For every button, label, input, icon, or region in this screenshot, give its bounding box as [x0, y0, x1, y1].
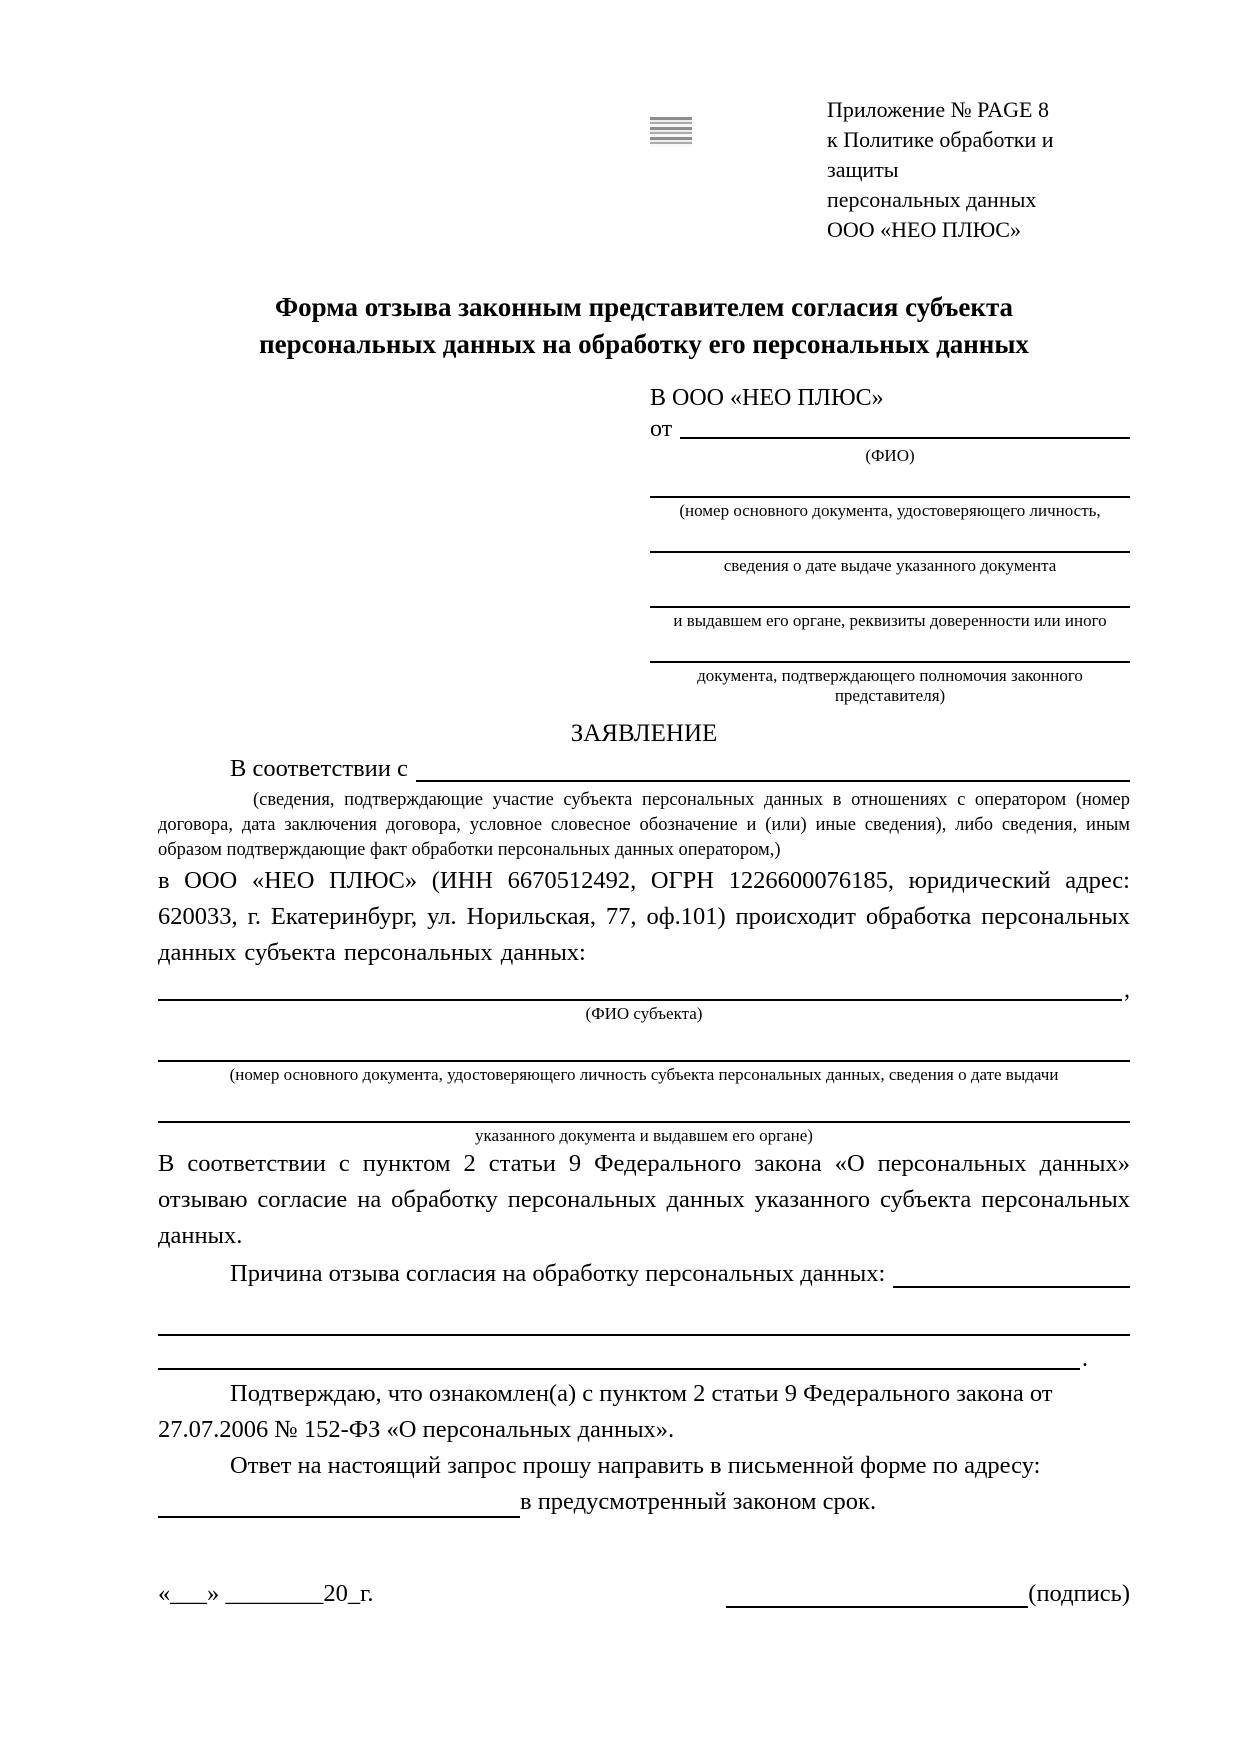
recipient-organization: В ООО «НЕО ПЛЮС» — [650, 385, 884, 411]
reply-request-paragraph: Ответ на настоящий запрос прошу направить в письменной форме по адресу: — [230, 1452, 1041, 1479]
form-title-line-1: Форма отзыва законным представителем согласия субъекта — [274, 292, 1014, 322]
basis-fine-print: (сведения, подтверждающие участие субъекта персональных данных в отношениях с оператором (номер договора, дата заключения договора, условное словесное обозначение и (или) иные сведения), либо сведения, иным образом подтверждающие факт обработки персональных данных оператором,) — [158, 790, 1130, 860]
withdrawal-paragraph: В соответствии с пунктом 2 статьи 9 Федерального закона «О персональных данных» отзываю согласие на обработку персональных данных указанного субъекта персональных данных. — [158, 1150, 1130, 1249]
basis-field — [416, 754, 1130, 782]
form-title-line-2: персональных данных на обработку его персональных данных — [259, 329, 1029, 359]
operator-paragraph: в ООО «НЕО ПЛЮС» (ИНН 6670512492, ОГРН 1226600076185, юридический адрес: 620033, г. Екатеринбург, ул. Норильская, 77, оф.101) происходит обработка персональных данных субъекта персональных данных: — [158, 867, 1130, 966]
blank-field-line — [650, 639, 1130, 663]
signature-field — [726, 1584, 1028, 1608]
subject-fio-trailing-comma: , — [1124, 977, 1130, 1003]
header-appendix-line: Приложение № PAGE 8 — [827, 97, 1049, 122]
confirmation-paragraph: Подтверждаю, что ознакомлен(а) с пунктом 2 статьи 9 Федерального закона от 27.07.2006 № 152-ФЗ «О персональных данных». — [158, 1380, 1053, 1443]
reason-trailing-period: . — [1082, 1346, 1088, 1372]
form-title — [158, 289, 1130, 363]
from-label: от — [650, 416, 673, 442]
signature-caption: (подпись) — [1028, 1580, 1130, 1607]
date-line: «___» ________20_г. — [158, 1580, 374, 1607]
subject-document-caption-2: указанного документа и выдавшем его органе) — [475, 1126, 813, 1145]
text-lines-icon — [650, 117, 692, 147]
header-company-line: ООО «НЕО ПЛЮС» — [827, 217, 1021, 242]
subject-fio-caption: (ФИО субъекта) — [585, 1004, 703, 1023]
reply-address-row — [158, 1486, 1130, 1518]
reason-field — [893, 1260, 1130, 1288]
accordance-label: В соответствии с — [230, 755, 408, 782]
blank-field-line — [650, 474, 1130, 498]
fio-caption: (ФИО) — [865, 446, 915, 465]
representative-document-field-2 — [650, 529, 1130, 576]
reason-label: Причина отзыва согласия на обработку персональных данных: — [230, 1260, 886, 1287]
subject-document-caption-1: (номер основного документа, удостоверяющего личность субъекта персональных данных, сведения о дате выдачи — [229, 1065, 1059, 1084]
recipient-block — [650, 383, 1130, 706]
blank-field-line — [650, 529, 1130, 553]
representative-document-caption-1: (номер основного документа, удостоверяющего личность, — [679, 501, 1101, 520]
representative-document-field-4 — [650, 639, 1130, 706]
reason-field-row-2 — [158, 1346, 1130, 1370]
subject-document-field-2 — [158, 1099, 1130, 1123]
subject-document-field-1 — [158, 1038, 1130, 1062]
representative-document-field-3 — [650, 584, 1130, 631]
representative-name-field — [680, 413, 1130, 439]
subject-document-row-2 — [158, 1099, 1130, 1123]
representative-document-caption-4: документа, подтверждающего полномочия законного представителя) — [697, 666, 1083, 705]
subject-fio-field — [158, 977, 1122, 1001]
footer — [158, 1580, 1130, 1608]
header-policy-line-1: к Политике обработки и защиты — [827, 127, 1054, 182]
header — [158, 95, 1130, 242]
signature-block — [726, 1580, 1130, 1608]
accordance-row — [158, 752, 1130, 786]
header-policy-line-2: персональных данных — [827, 187, 1037, 212]
appendix-block — [827, 95, 1130, 245]
representative-document-field-1 — [650, 474, 1130, 521]
representative-document-caption-3: и выдавшем его органе, реквизиты доверенности или иного — [673, 611, 1107, 630]
subject-fio-row — [158, 977, 1130, 1001]
statement-heading: ЗАЯВЛЕНИЕ — [570, 720, 718, 747]
reason-field-line-2 — [158, 1346, 1080, 1370]
subject-document-row-1 — [158, 1038, 1130, 1062]
from-row — [650, 413, 1130, 443]
reason-field-line-1 — [158, 1310, 1130, 1336]
reply-address-field — [158, 1492, 520, 1518]
reply-tail: в предусмотренный законом срок. — [520, 1488, 877, 1515]
reason-row — [158, 1256, 1130, 1292]
blank-field-line — [650, 584, 1130, 608]
representative-document-caption-2: сведения о дате выдаче указанного документа — [723, 556, 1057, 575]
